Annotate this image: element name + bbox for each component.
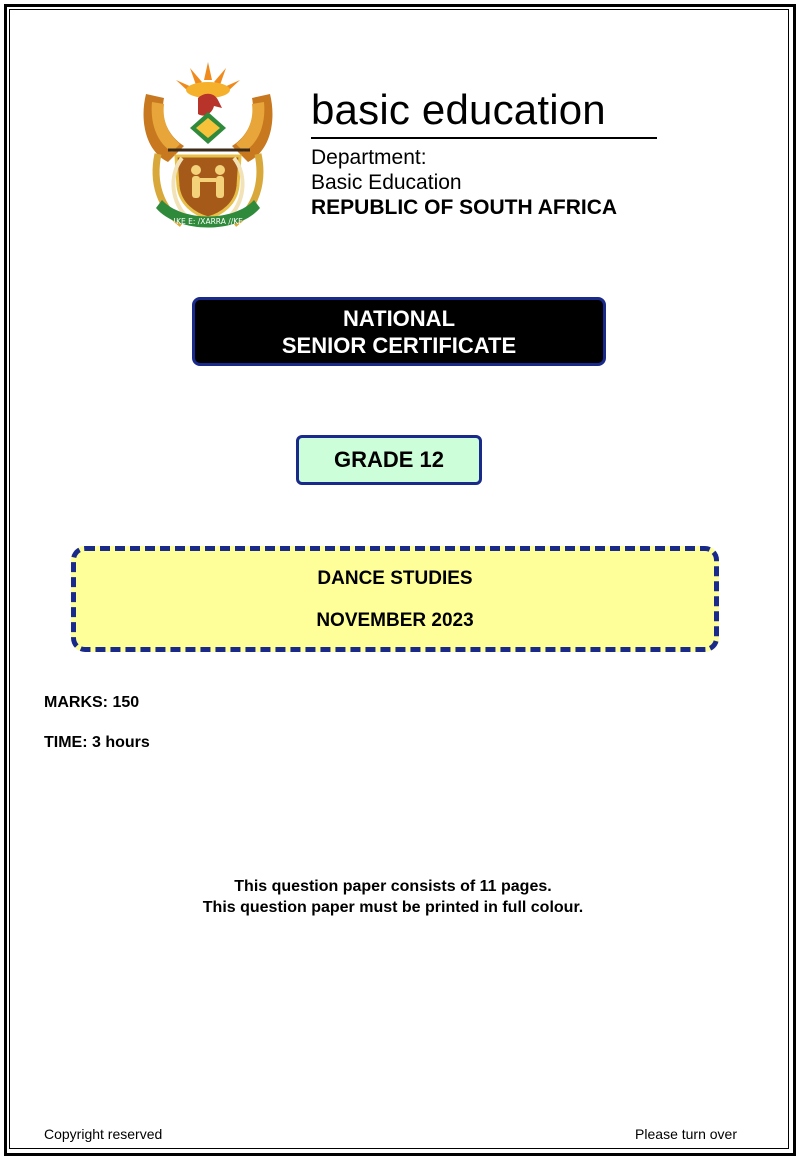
country-name: REPUBLIC OF SOUTH AFRICA: [311, 196, 618, 219]
subject-name: DANCE STUDIES: [317, 568, 473, 589]
time-label: TIME: 3 hours: [44, 734, 150, 751]
coat-of-arms-logo: [138, 58, 278, 234]
brand-title: basic education: [311, 86, 606, 133]
svg-text:!KE E: /XARRA //KE: !KE E: /XARRA //KE: [173, 217, 243, 226]
copyright-footer: Copyright reserved: [44, 1126, 163, 1142]
grade-badge: GRADE 12: [296, 435, 482, 485]
subject-panel: [71, 546, 719, 652]
certificate-line-2: SENIOR CERTIFICATE: [281, 332, 517, 358]
brand-underline: [311, 137, 657, 139]
page-count-note: This question paper consists of 11 pages.: [234, 878, 552, 895]
department-name: Basic Education: [311, 171, 462, 194]
certificate-line-1: NATIONAL: [342, 305, 456, 331]
exam-session: NOVEMBER 2023: [316, 610, 474, 631]
turn-over-footer: Please turn over: [635, 1126, 737, 1142]
marks-label: MARKS: 150: [44, 694, 140, 711]
certificate-banner: [192, 297, 606, 366]
print-colour-note: This question paper must be printed in full colour.: [202, 899, 584, 916]
department-label: Department:: [311, 146, 427, 169]
